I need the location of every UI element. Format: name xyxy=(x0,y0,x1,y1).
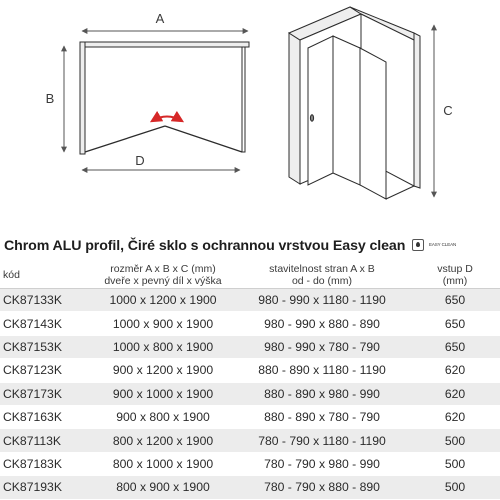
cell-entry-width: 500 xyxy=(410,452,500,475)
dimension-label-b: B xyxy=(45,91,55,106)
easy-clean-badge xyxy=(412,236,456,252)
cell-entry-width: 620 xyxy=(410,405,500,428)
cell-dimensions: 800 x 1200 x 1900 xyxy=(92,429,234,452)
fixed-glass-panel xyxy=(242,47,245,152)
header-dimensions xyxy=(92,262,234,289)
isometric-view-drawing xyxy=(289,7,434,199)
header-adjustability-line2: od - do (mm) xyxy=(291,275,353,287)
specification-table xyxy=(0,262,500,500)
iso-left-wall xyxy=(289,33,300,184)
cell-adjustability: 780 - 790 x 880 - 890 xyxy=(234,476,410,499)
header-entry-width xyxy=(410,262,500,289)
header-adjustability-line1: stavitelnost stran A x B xyxy=(269,263,375,275)
cell-dimensions: 900 x 1000 x 1900 xyxy=(92,382,234,405)
cell-code: CK87163K xyxy=(0,405,92,428)
cell-dimensions: 800 x 1000 x 1900 xyxy=(92,452,234,475)
left-wall xyxy=(80,42,85,154)
cell-adjustability: 780 - 790 x 980 - 990 xyxy=(234,452,410,475)
product-title: Chrom ALU profil, Čiré sklo s ochrannou vrstvou Easy clean xyxy=(4,238,406,254)
table-row xyxy=(0,289,500,312)
cell-code: CK87123K xyxy=(0,359,92,382)
back-wall xyxy=(80,42,249,47)
table-row xyxy=(0,429,500,452)
header-dimensions-line2: dveře x pevný díl x výška xyxy=(104,275,222,287)
cell-adjustability: 880 - 890 x 780 - 790 xyxy=(234,405,410,428)
cell-dimensions: 900 x 1200 x 1900 xyxy=(92,359,234,382)
iso-door-panel-2 xyxy=(333,36,360,185)
door-swing-arrow xyxy=(152,117,182,122)
header-code xyxy=(0,262,92,289)
header-code-label: kód xyxy=(3,269,20,281)
cell-entry-width: 620 xyxy=(410,382,500,405)
dimension-label-d: D xyxy=(135,153,145,168)
cell-adjustability: 980 - 990 x 1180 - 1190 xyxy=(234,289,410,312)
dimension-label-a: A xyxy=(155,11,165,26)
table-row xyxy=(0,335,500,358)
cell-adjustability: 780 - 790 x 1180 - 1190 xyxy=(234,429,410,452)
table-row xyxy=(0,476,500,499)
cell-code: CK87183K xyxy=(0,452,92,475)
cell-code: CK87133K xyxy=(0,289,92,312)
table-row xyxy=(0,405,500,428)
cell-code: CK87113K xyxy=(0,429,92,452)
easy-clean-badge-text: EASY CLEAN xyxy=(428,242,457,247)
iso-door-panel-1 xyxy=(308,36,333,185)
iso-fixed-panel xyxy=(360,48,386,199)
table-row xyxy=(0,359,500,382)
cell-dimensions: 1000 x 900 x 1900 xyxy=(92,312,234,335)
cell-code: CK87153K xyxy=(0,335,92,358)
cell-code: CK87173K xyxy=(0,382,92,405)
cell-adjustability: 880 - 890 x 1180 - 1190 xyxy=(234,359,410,382)
dimension-label-c: C xyxy=(443,103,453,118)
table-header-row xyxy=(0,262,500,289)
cell-entry-width: 620 xyxy=(410,359,500,382)
cell-dimensions: 800 x 900 x 1900 xyxy=(92,476,234,499)
cell-adjustability: 980 - 990 x 780 - 790 xyxy=(234,335,410,358)
cell-code: CK87143K xyxy=(0,312,92,335)
water-drop-icon xyxy=(412,239,424,251)
cell-entry-width: 650 xyxy=(410,289,500,312)
cell-code: CK87193K xyxy=(0,476,92,499)
product-heading xyxy=(4,238,496,254)
iso-right-wall-edge xyxy=(414,33,420,188)
cell-dimensions: 1000 x 800 x 1900 xyxy=(92,335,234,358)
technical-drawings xyxy=(0,0,500,240)
header-dimensions-line1: rozměr A x B x C (mm) xyxy=(110,263,216,275)
cell-dimensions: 1000 x 1200 x 1900 xyxy=(92,289,234,312)
cell-entry-width: 500 xyxy=(410,476,500,499)
header-adjustability xyxy=(234,262,410,289)
iso-door-handle xyxy=(310,115,313,121)
table-row xyxy=(0,452,500,475)
table-row xyxy=(0,312,500,335)
iso-floor-edge xyxy=(386,186,414,199)
cell-entry-width: 650 xyxy=(410,335,500,358)
cell-adjustability: 980 - 990 x 880 - 890 xyxy=(234,312,410,335)
header-entry-width-line1: vstup D xyxy=(437,263,473,275)
header-entry-width-line2: (mm) xyxy=(442,275,468,287)
table-row xyxy=(0,382,500,405)
cell-entry-width: 650 xyxy=(410,312,500,335)
cell-adjustability: 880 - 890 x 980 - 990 xyxy=(234,382,410,405)
cell-entry-width: 500 xyxy=(410,429,500,452)
plan-view-drawing xyxy=(46,11,249,170)
door-leaf-left xyxy=(85,126,165,152)
door-leaf-right xyxy=(165,126,242,152)
cell-dimensions: 900 x 800 x 1900 xyxy=(92,405,234,428)
